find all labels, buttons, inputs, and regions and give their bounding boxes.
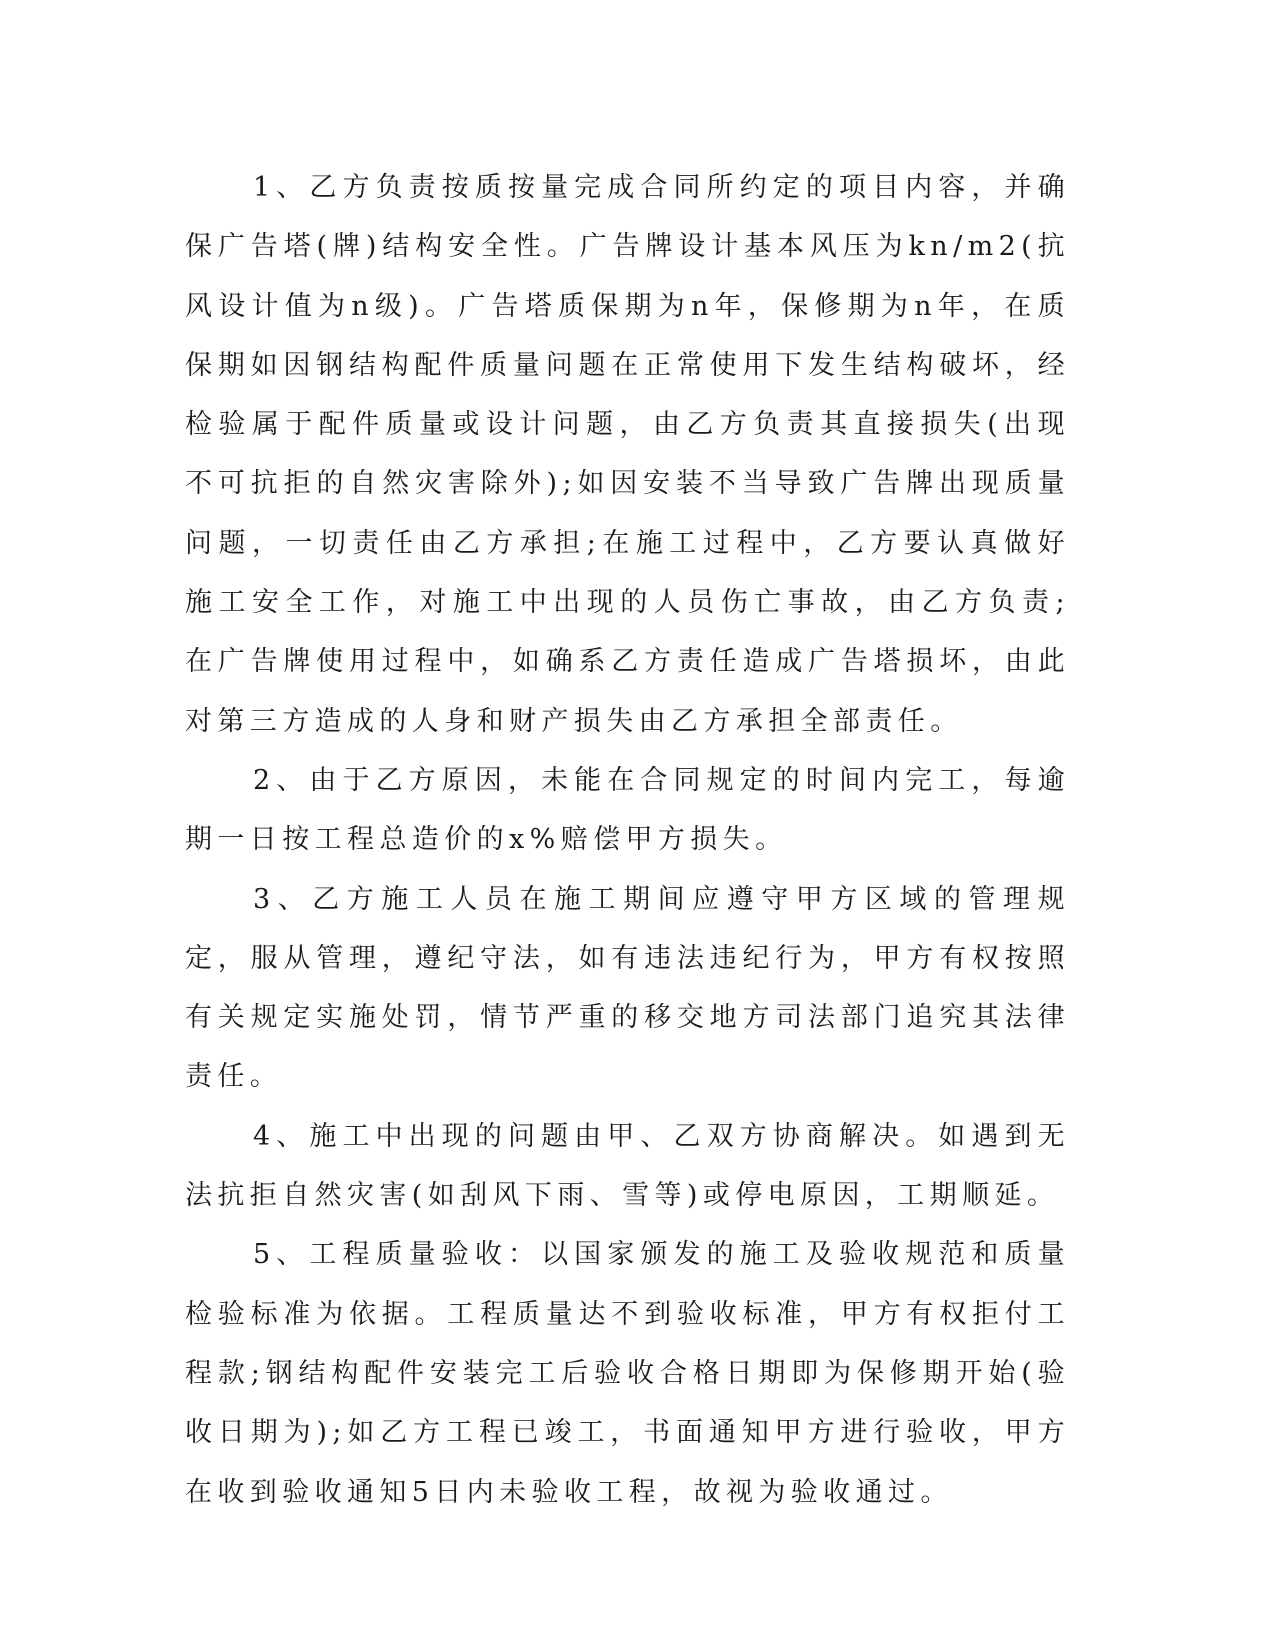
document-body <box>185 158 1070 1522</box>
clause-4-paragraph: 4、施工中出现的问题由甲、乙双方协商解决。如遇到无法抗拒自然灾害(如刮风下雨、雪等)或停电原因，工期顺延。 <box>185 1120 1070 1212</box>
clause-5-paragraph: 5、工程质量验收：以国家颁发的施工及验收规范和质量检验标准为依据。工程质量达不到验收标准，甲方有权拒付工程款;钢结构配件安装完工后验收合格日期即为保修期开始(验收日期为);如乙方工程已竣工，书面通知甲方进行验收，甲方在收到验收通知5日内未验收工程，故视为验收通过。 <box>185 1239 1070 1508</box>
clause-1-paragraph: 1、乙方负责按质按量完成合同所约定的项目内容，并确保广告塔(牌)结构安全性。广告牌设计基本风压为kn/m2(抗风设计值为n级)。广告塔质保期为n年，保修期为n年，在质保期如因钢结构配件质量问题在正常使用下发生结构破坏，经检验属于配件质量或设计问题，由乙方负责其直接损失(出现不可抗拒的自然灾害除外);如因安装不当导致广告牌出现质量问题，一切责任由乙方承担;在施工过程中，乙方要认真做好施工安全工作，对施工中出现的人员伤亡事故，由乙方负责;在广告牌使用过程中，如确系乙方责任造成广告塔损坏，由此对第三方造成的人身和财产损失由乙方承担全部责任。 <box>185 172 1070 737</box>
clause-3-paragraph: 3、乙方施工人员在施工期间应遵守甲方区域的管理规定，服从管理，遵纪守法，如有违法违纪行为，甲方有权按照有关规定实施处罚，情节严重的移交地方司法部门追究其法律责任。 <box>185 883 1070 1093</box>
clause-2-paragraph: 2、由于乙方原因，未能在合同规定的时间内完工，每逾期一日按工程总造价的x%赔偿甲方损失。 <box>185 764 1070 856</box>
